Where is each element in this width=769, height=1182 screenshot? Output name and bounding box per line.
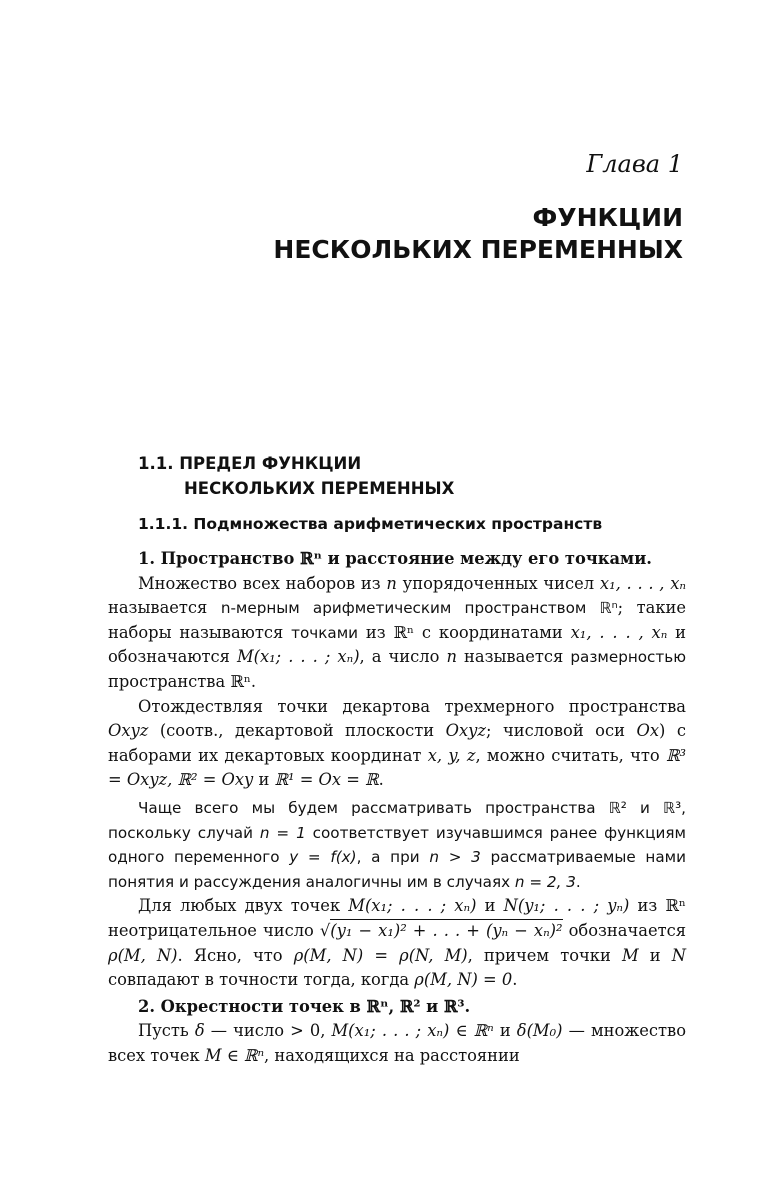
chapter-title-line-2: НЕСКОЛЬКИХ ПЕРЕМЕННЫХ (273, 235, 683, 264)
sqrt-sign: √ (319, 920, 331, 940)
paragraph-definition: Множество всех наборов из n упорядоченных чисел x₁, . . . , xₙ называется n-мерным арифметическим пространством ℝⁿ; такие наборы называются точками из ℝⁿ с координатами x₁, . . . , xₙ и обозначаются M(x₁; . . . ; xₙ), а число n называется размерностью пространства ℝⁿ. (108, 573, 687, 691)
subsection-heading: 1.1.1. Подмножества арифметических пространств (138, 515, 603, 533)
chapter-title (273, 202, 683, 266)
section-title-line-2: НЕСКОЛЬКИХ ПЕРЕМЕННЫХ (184, 479, 455, 498)
body-text (108, 545, 686, 1068)
section-number: 1.1. (138, 454, 174, 473)
chapter-title-line-1: ФУНКЦИИ (532, 203, 683, 232)
paragraph-identification: Отождествляя точки декартова трехмерного пространства Oxyz (соотв., декартовой плоскости Oxyz; числовой оси Ox) с наборами их декартовых координат x, y, z, можно считать, что ℝ³ = Oxyz, ℝ² = Oxy и ℝ¹ = Ox = ℝ. (108, 696, 687, 790)
paragraph-remark: Чаще всего мы будем рассматривать пространства ℝ² и ℝ³, поскольку случай n = 1 соответствует изучавшимся ранее функциям одного переменного y = f(x), а при n > 3 рассматриваемые нами понятия и рассуждения аналогичны им в случаях n = 2, 3. (108, 798, 686, 891)
section-title-line-1: ПРЕДЕЛ ФУНКЦИИ (179, 454, 362, 473)
topic-heading-2: 2. Окрестности точек в ℝⁿ, ℝ² и ℝ³. (138, 996, 471, 1016)
paragraph-neighborhood: Пусть δ — число > 0, M(x₁; . . . ; xₙ) ∈ ℝⁿ и δ(M₀) — множество всех точек M ∈ ℝⁿ, находящихся на расстоянии (108, 1021, 686, 1065)
paragraph-distance: Для любых двух точек M(x₁; . . . ; xₙ) и N(y₁; . . . ; yₙ) из ℝⁿ неотрицательное число √(y₁ − x₁)² + . . . + (yₙ − xₙ)² обозначается ρ(M, N). Ясно, что ρ(M, N) = ρ(N, M), причем точки M и N совпадают в точности тогда, когда ρ(M, N) = 0. (108, 896, 686, 990)
distance-formula: (y₁ − x₁)² + . . . + (yₙ − xₙ)² (330, 920, 563, 940)
section-heading (138, 451, 698, 501)
chapter-label: Глава 1 (586, 150, 683, 178)
topic-heading-1: 1. Пространство ℝⁿ и расстояние между его точками. (138, 549, 652, 568)
